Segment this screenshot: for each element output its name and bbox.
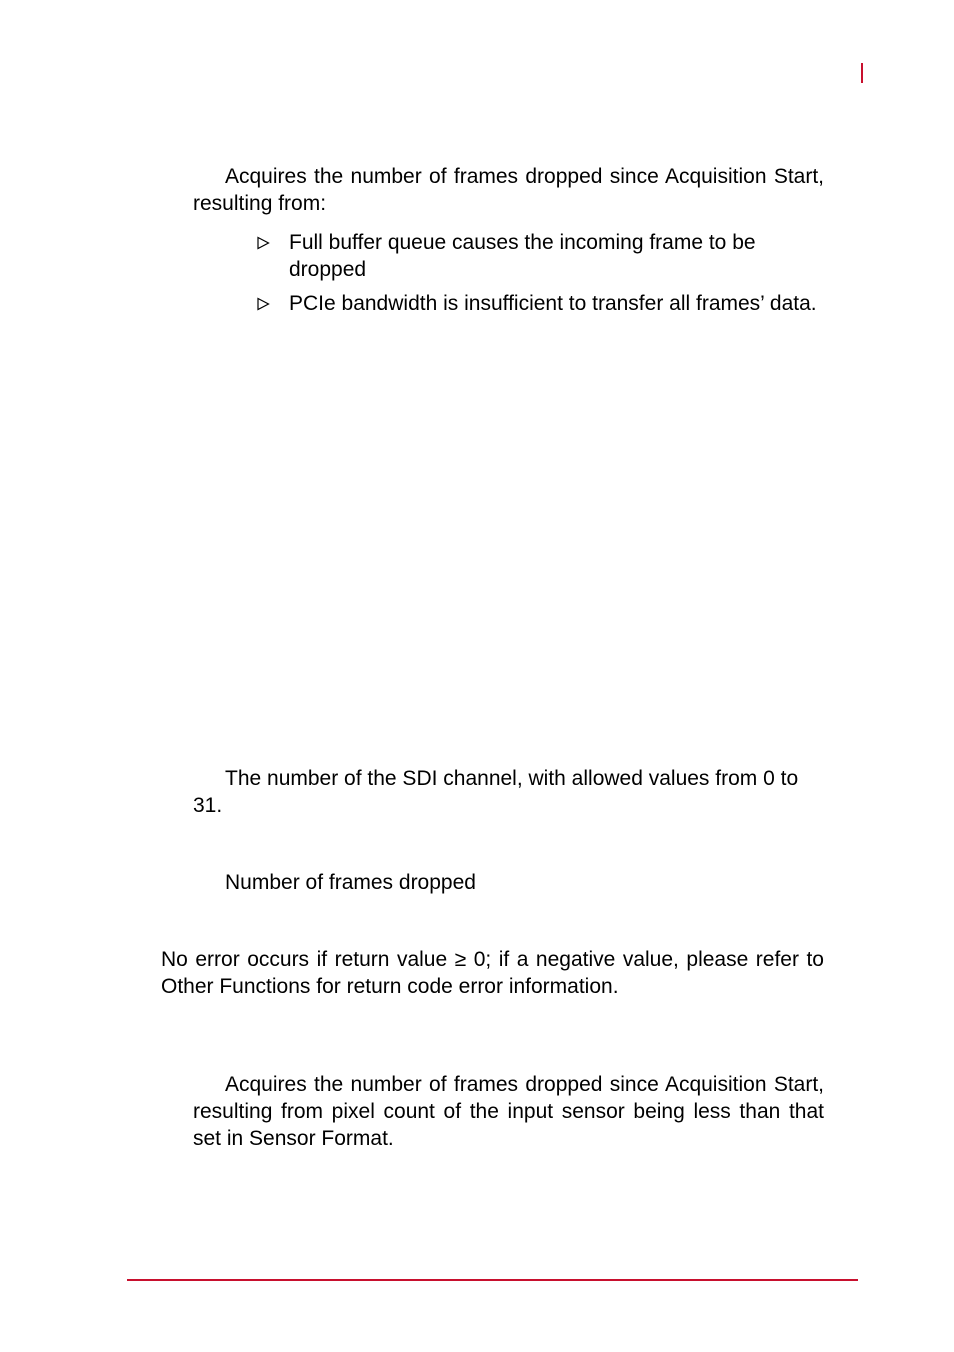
header-accent-bar xyxy=(861,63,863,83)
triangle-right-outline-icon xyxy=(256,297,270,311)
frames-dropped-parameter-description: Number of frames dropped xyxy=(225,871,476,894)
triangle-right-outline-icon xyxy=(256,236,270,250)
function-description: Acquires the number of frames dropped since Acquisition Start, resulting from: xyxy=(193,165,824,215)
list-item xyxy=(256,290,826,317)
list-item-text: PCIe bandwidth is insufficient to transfer all frames’ data. xyxy=(289,292,817,315)
function-description-2: Acquires the number of frames dropped since Acquisition Start, resulting from pixel count of the input sensor being less than that set in Sensor Format. xyxy=(193,1073,824,1150)
list-item-text: Full buffer queue causes the incoming frame to be dropped xyxy=(289,231,756,281)
list-item xyxy=(256,229,826,283)
channel-parameter-description: The number of the SDI channel, with allowed values from 0 to 31. xyxy=(193,767,799,817)
return-value-description: No error occurs if return value ≥ 0; if a negative value, please refer to Other Functions for return code error information. xyxy=(161,948,824,998)
footer-rule xyxy=(127,1279,858,1281)
cause-list xyxy=(256,229,826,324)
